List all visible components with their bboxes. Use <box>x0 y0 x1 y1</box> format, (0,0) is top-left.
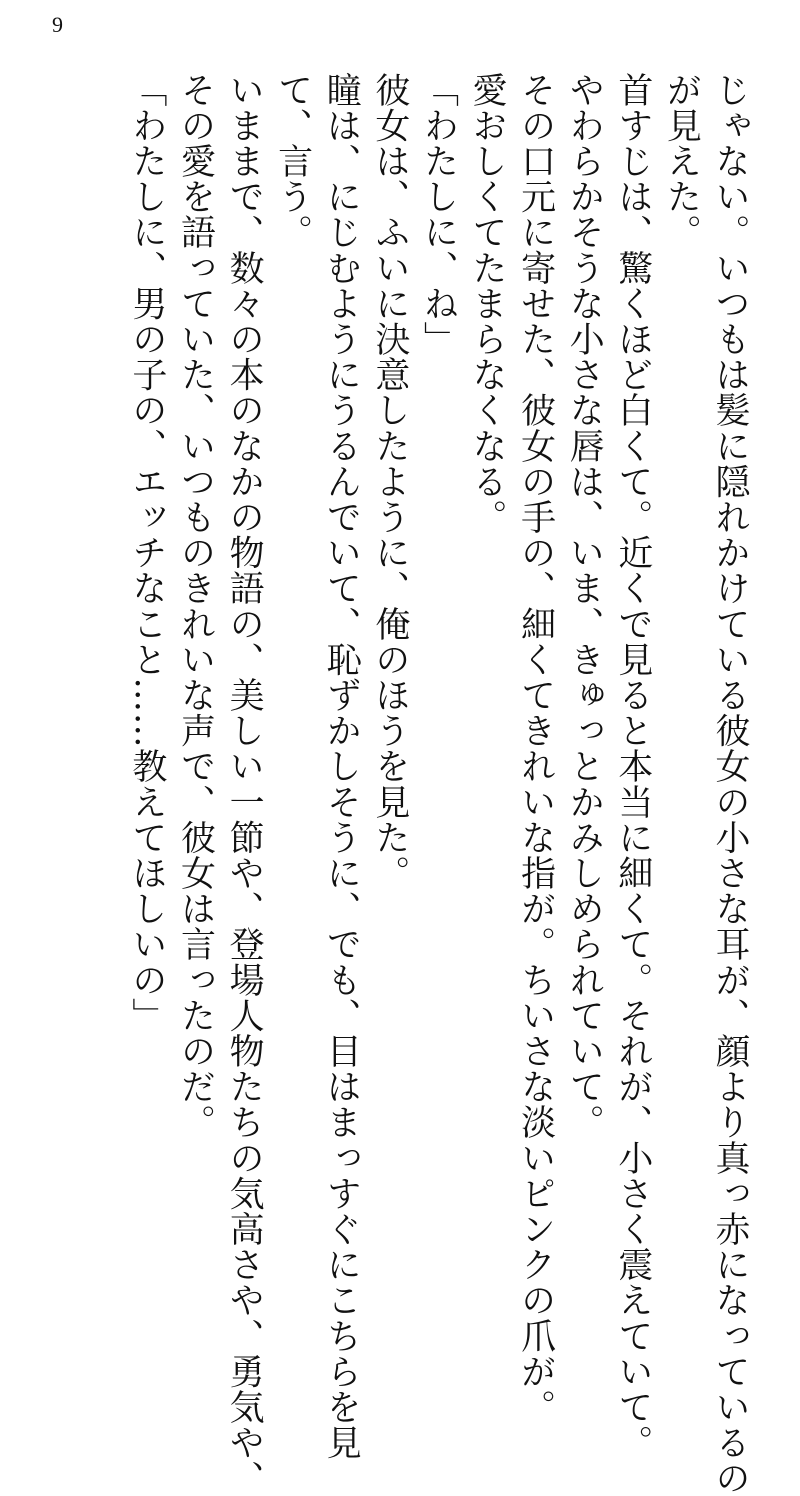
text-line: 彼女は、ふいに決意したように、俺のほうを見た。 <box>369 72 410 891</box>
page-number: 9 <box>52 12 63 37</box>
text-line: 「わたしに、ね」 <box>418 72 459 357</box>
text-line: その愛を語っていた、いつものきれいな声で、彼女は言ったのだ。 <box>175 72 216 1140</box>
text-line: 「わたしに、男の子の、エッチなこと……教えてほしいの」 <box>126 72 167 1034</box>
text-line: じゃない。いつもは髪に隠れかけている彼女の小さな耳が、顔より真っ赤になっているの <box>710 72 750 1496</box>
text-line: やわらかそうな小さな唇は、いま、きゅっとかみしめられていて。 <box>564 72 605 1140</box>
text-line: その口元に寄せた、彼女の手の、細くてきれいな指が。ちいさな淡いピンクの爪が。 <box>515 72 556 1425</box>
text-line: いままで、数々の本のなかの物語の、美しい一節や、登場人物たちの気高さや、勇気や、 <box>224 72 265 1496</box>
text-line: 愛おしくてたまらなくなる。 <box>467 72 508 535</box>
text-line: が見えた。 <box>661 72 702 250</box>
text-line: 瞳は、にじむようにうるんでいて、恥ずかしそうに、でも、目はまっすぐにこちらを見 <box>321 72 362 1461</box>
text-line: て、言う。 <box>272 72 313 250</box>
text-line: 首すじは、驚くほど白くて。近くで見ると本当に細くて。それが、小さく震えていて。 <box>612 72 653 1461</box>
body-text <box>122 72 754 1496</box>
